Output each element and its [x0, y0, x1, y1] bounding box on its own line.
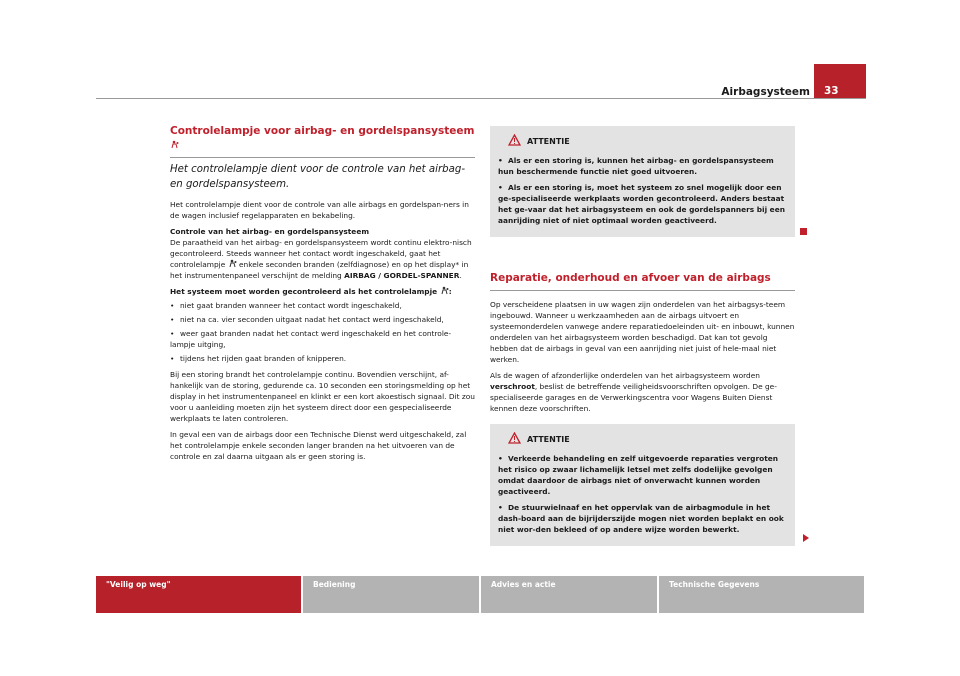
airbag-lamp-icon	[170, 140, 179, 148]
tab-advies-en-actie[interactable]	[481, 576, 657, 613]
warning-item-text: De stuurwielnaaf en het oppervlak van de airbagmodule in het dash-board aan de bijrijderszijde mogen niet worden beplakt en ook niet wor-den bekleed of op andere wijze worden bewerkt.	[498, 503, 784, 534]
tab-label: "Veilig op weg"	[106, 580, 171, 589]
warning-triangle-icon	[508, 134, 521, 149]
tab-label: Advies en actie	[491, 580, 556, 589]
tab-technische-gegevens[interactable]	[659, 576, 864, 613]
section-subtitle: Het controlelampje dient voor de controle van het airbag- en gordelspansysteem.	[170, 164, 465, 190]
warning-item: • Als er een storing is, moet het systeem zo snel mogelijk door een ge-specialiseerde werkplaats worden gecontroleerd. Anders bestaat het ge-vaar dat het airbagsysteem en ook de gordelspanners bij een aanrijding niet of niet optimaal worden geactiveerd.	[498, 183, 785, 225]
paragraph-text: Als de wagen of afzonderlijke onderdelen van het airbagsysteem worden	[490, 371, 760, 380]
list-item-text: weer gaat branden nadat het contact werd ingeschakeld en het controle-lampje uitging,	[170, 329, 452, 349]
list-item: • tijdens het rijden gaat branden of knipperen.	[170, 354, 347, 363]
list-item: • niet gaat branden wanneer het contact wordt ingeschakeld,	[170, 301, 402, 310]
list-item-text: tijdens het rijden gaat branden of knipperen.	[180, 354, 347, 363]
warning-item-text: Verkeerde behandeling en zelf uitgevoerde reparaties vergroten het risico op zwaar lichamelijk letsel met zelfs dodelijke gevolgen omdat daardoor de airbags niet of onverwacht kunnen worden geactiveerd.	[498, 454, 778, 496]
warning-triangle-icon	[508, 432, 521, 447]
subheading-text: :	[448, 287, 452, 296]
subheading-text: Het systeem moet worden gecontroleerd als het controlelampje	[170, 287, 438, 296]
warning-header	[508, 432, 787, 447]
section-title-text: Controlelampje voor airbag- en gordelspansysteem	[170, 125, 475, 137]
bold-term: verschroot	[490, 382, 535, 391]
page-number: 33	[824, 85, 839, 97]
airbag-lamp-icon	[228, 259, 237, 267]
warning-label: ATTENTIE	[527, 137, 570, 146]
warning-box	[490, 126, 795, 237]
paragraph-verschroot	[490, 370, 795, 414]
airbag-lamp-icon	[440, 286, 449, 294]
paragraph-storing: Bij een storing brandt het controlelampje continu. Bovendien verschijnt, af-hankelijk van de storing, gedurende ca. 10 seconden een storingsmelding op het display in het instrumentenpaneel en klinkt er een kort akoestisch signaal. Dit zou voor u aanleiding moeten zijn het systeem direct door een gespecialiseerde werkplaats te laten controleren.	[170, 370, 475, 423]
right-column	[490, 126, 795, 546]
header-rule	[96, 98, 866, 99]
paragraph-text: De paraatheid van het airbag- en gordelspansysteem wordt continu elektro-nisch gecontroleerd. Steeds wanneer het contact wordt ingeschakeld, gaat het controlelampje	[170, 238, 472, 269]
paragraph-onderdelen: Op verscheidene plaatsen in uw wagen zijn onderdelen van het airbagsys-teem ingebouwd. Wanneer u werkzaamheden aan de airbags uitvoert en systeemonderdelen vanwege andere reparatiedoeleinden uit- en inbouwt, kunnen onderdelen van het airbagsysteem worden beschadigd. Dat kan tot gevolg hebben dat de airbags in geval van een aanrijding niet juist of hele-maal niet werken.	[490, 300, 795, 364]
page-number-box	[814, 64, 866, 98]
tab-veilig-op-weg[interactable]	[96, 576, 301, 613]
paragraph-text: .	[459, 271, 462, 280]
tab-bediening[interactable]	[303, 576, 479, 613]
subheading-controle: Controle van het airbag- en gordelspansysteem	[170, 227, 370, 236]
list-item-text: niet gaat branden wanneer het contact wordt ingeschakeld,	[180, 301, 402, 310]
section-title-reparatie: Reparatie, onderhoud en afvoer van de airbags	[490, 271, 795, 291]
warning-label: ATTENTIE	[527, 435, 570, 444]
warning-item-text: Als er een storing is, moet het systeem zo snel mogelijk door een ge-specialiseerde werkplaats worden gecontroleerd. Anders bestaat het ge-vaar dat het airbagsysteem en ook de gordelspanners bij een aanrijding niet of niet optimaal worden geactiveerd.	[498, 183, 785, 225]
display-message: AIRBAG / GORDEL-SPANNER	[344, 271, 460, 280]
subheading-systeem	[170, 286, 475, 297]
warning-header	[508, 134, 787, 149]
running-header-title: Airbagsysteem	[721, 86, 810, 98]
intro-paragraph: Het controlelampje dient voor de controle van alle airbags en gordelspan-ners in de wagen inclusief regelapparaten en bekabeling.	[170, 200, 469, 220]
tab-label: Technische Gegevens	[669, 580, 760, 589]
paragraph-text: enkele seconden branden (zelfdiagnose) en op het display* in het instrumentenpaneel verschijnt de melding	[170, 260, 469, 280]
warning-item: • Als er een storing is, kunnen het airbag- en gordelspansysteem hun beschermende functie niet goed uitvoeren.	[498, 156, 774, 176]
list-item: • weer gaat branden nadat het contact werd ingeschakeld en het controle-lampje uitging,	[170, 329, 452, 349]
paragraph-paraatheid	[170, 237, 475, 281]
warning-box	[490, 424, 795, 546]
left-column	[170, 124, 475, 467]
list-item: • niet na ca. vier seconden uitgaat nadat het contact werd ingeschakeld,	[170, 315, 444, 324]
paragraph-text: , beslist de betreffende veiligheidsvoorschriften opvolgen. De ge-specialiseerde garages en de Verwerkingscentra voor Wagens Buiten Dienst kennen deze voorschriften.	[490, 382, 777, 413]
tab-label: Bediening	[313, 580, 356, 589]
warning-item: • Verkeerde behandeling en zelf uitgevoerde reparaties vergroten het risico op zwaar lichamelijk letsel met zelfs dodelijke gevolgen omdat daardoor de airbags niet of onverwacht kunnen worden geactiveerd.	[498, 454, 778, 496]
list-item-text: niet na ca. vier seconden uitgaat nadat het contact werd ingeschakeld,	[180, 315, 444, 324]
warning-item-text: Als er een storing is, kunnen het airbag- en gordelspansysteem hun beschermende functie niet goed uitvoeren.	[498, 156, 774, 176]
section-title-controlelampje	[170, 124, 475, 158]
paragraph-technische-dienst: In geval een van de airbags door een Technische Dienst werd uitgeschakeld, zal het controlelampje enkele seconden langer branden na het uitvoeren van de controle en zal daarna uitgaan als er geen storing is.	[170, 430, 467, 461]
warning-item: • De stuurwielnaaf en het oppervlak van de airbagmodule in het dash-board aan de bijrijderszijde mogen niet worden beplakt en ook niet wor-den bekleed of op andere wijze worden bewerkt.	[498, 503, 784, 534]
continue-arrow-icon	[803, 534, 809, 542]
end-of-section-marker	[800, 228, 807, 235]
